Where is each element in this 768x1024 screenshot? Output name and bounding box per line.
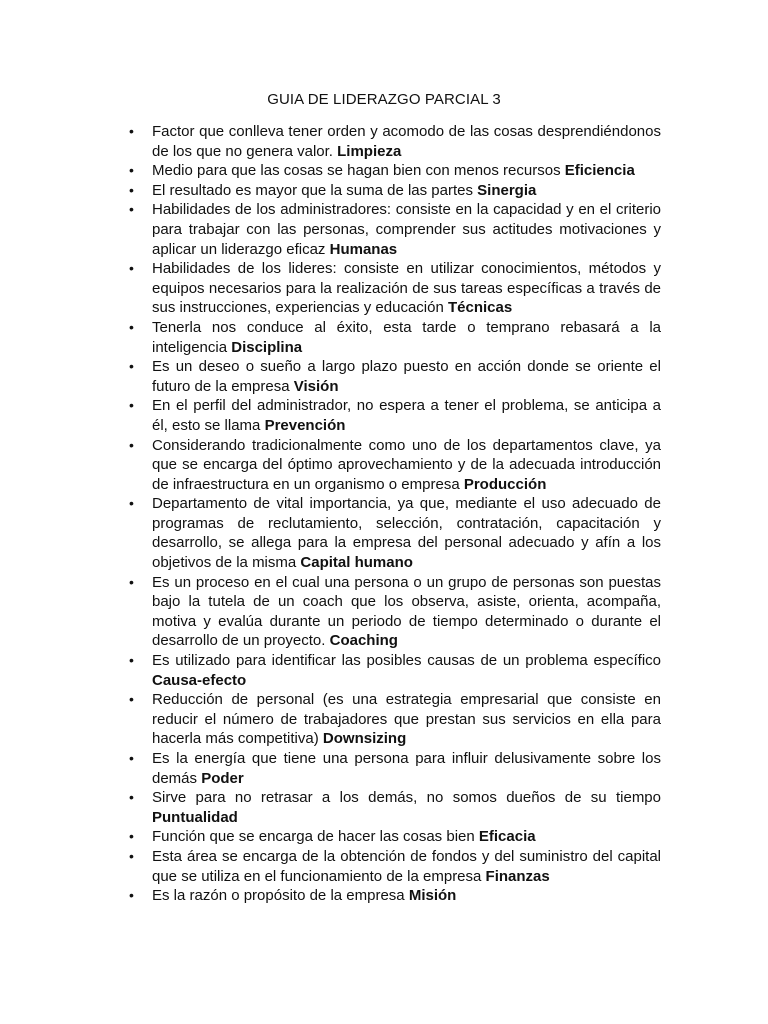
item-answer: Finanzas bbox=[485, 867, 550, 885]
item-answer: Visión bbox=[293, 377, 339, 395]
item-text: Es un deseo o sueño a largo plazo puesto en acción donde se oriente el futuro de la empresa bbox=[152, 358, 661, 395]
bullet-icon: • bbox=[129, 828, 134, 845]
item-text: Es la razón o propósito de la empresa bbox=[152, 887, 405, 905]
item-text: Esta área se encarga de la obtención de fondos y del suministro del capital que se utiliza en el funcionamiento de la empresa bbox=[152, 847, 661, 885]
bullet-icon: • bbox=[129, 789, 134, 806]
bullet-icon: • bbox=[129, 260, 134, 277]
bullet-icon: • bbox=[129, 573, 134, 590]
list-item bbox=[125, 886, 661, 906]
item-answer: Eficacia bbox=[478, 828, 536, 846]
list-item bbox=[125, 827, 661, 847]
list-item bbox=[125, 396, 661, 435]
list-item bbox=[125, 749, 661, 788]
item-answer: Misión bbox=[408, 887, 457, 905]
item-answer: Humanas bbox=[329, 240, 398, 258]
item-text: Es un proceso en el cual una persona o un grupo de personas son puestas bajo la tutela de un coach que los observa, asiste, orienta, acompaña, motiva y evalúa durante un periodo de tiempo determinado o durante el desarrollo de un proyecto. bbox=[152, 573, 661, 650]
item-text: Tenerla nos conduce al éxito, esta tarde o temprano rebasará a la inteligencia bbox=[152, 318, 661, 356]
item-text: En el perfil del administrador, no espera a tener el problema, se anticipa a él, esto se llama bbox=[152, 397, 661, 434]
bullet-icon: • bbox=[129, 123, 134, 139]
item-text: Departamento de vital importancia, ya que, mediante el uso adecuado de programas de reclutamiento, selección, contratación, capacitación y desarrollo, se allega para la empresa del personal adecuado y afín a los objetivos de la misma bbox=[152, 495, 661, 572]
item-text: El resultado es mayor que la suma de las partes bbox=[152, 181, 473, 199]
item-answer: Prevención bbox=[264, 416, 346, 434]
item-text: Factor que conlleva tener orden y acomodo de las cosas desprendiéndonos de los que no genera valor. bbox=[152, 123, 661, 160]
list-item bbox=[125, 318, 661, 357]
item-answer: Puntualidad bbox=[152, 808, 238, 826]
bullet-icon: • bbox=[129, 436, 134, 453]
item-answer: Eficiencia bbox=[564, 162, 635, 180]
bullet-icon: • bbox=[129, 162, 134, 179]
bullet-icon: • bbox=[129, 358, 134, 375]
item-text: Reducción de personal (es una estrategia empresarial que consiste en reducir el número de trabajadores que prestan sus servicios en ella para hacerla más competitiva) bbox=[152, 691, 661, 748]
bullet-icon: • bbox=[129, 652, 134, 669]
bullet-icon: • bbox=[129, 887, 134, 904]
item-answer: Capital humano bbox=[300, 554, 413, 572]
list-item bbox=[125, 847, 661, 886]
list-item bbox=[125, 259, 661, 318]
bullet-icon: • bbox=[129, 397, 134, 414]
list-item bbox=[125, 181, 661, 201]
list-item bbox=[125, 788, 661, 827]
item-text: Medio para que las cosas se hagan bien con menos recursos bbox=[152, 162, 561, 180]
bullet-icon: • bbox=[129, 495, 134, 512]
item-answer: Causa-efecto bbox=[152, 671, 247, 689]
item-text: Es utilizado para identificar las posibles causas de un problema específico bbox=[152, 652, 661, 670]
item-answer: Coaching bbox=[329, 632, 398, 650]
list-item bbox=[125, 161, 661, 181]
item-text: Considerando tradicionalmente como uno de los departamentos clave, ya que se encarga del óptimo aprovechamiento y de la adecuada introducción de infraestructura en un organismo o empresa bbox=[152, 436, 661, 493]
item-text: Es la energía que tiene una persona para influir delusivamente sobre los demás bbox=[152, 750, 661, 787]
list-item bbox=[125, 200, 661, 259]
item-answer: Producción bbox=[463, 475, 547, 493]
item-answer: Poder bbox=[201, 769, 244, 787]
page-title: GUIA DE LIDERAZGO PARCIAL 3 bbox=[267, 91, 501, 108]
item-answer: Downsizing bbox=[322, 730, 407, 748]
list-item bbox=[125, 494, 661, 572]
guide-list bbox=[125, 122, 661, 906]
list-item bbox=[125, 436, 661, 495]
list-item bbox=[125, 122, 661, 161]
bullet-icon: • bbox=[129, 691, 134, 708]
list-item bbox=[125, 651, 661, 690]
bullet-icon: • bbox=[129, 181, 134, 198]
item-answer: Limpieza bbox=[337, 142, 402, 160]
item-text: Habilidades de los lideres: consiste en utilizar conocimientos, métodos y equipos necesarios para la realización de sus tareas específicas a través de sus instrucciones, experiencias y educación bbox=[152, 260, 661, 317]
list-item bbox=[125, 573, 661, 651]
item-text: Habilidades de los administradores: consiste en la capacidad y en el criterio para trabajar con las personas, comprender sus actitudes motivaciones y aplicar un liderazgo eficaz bbox=[152, 201, 661, 258]
list-item bbox=[125, 357, 661, 396]
bullet-icon: • bbox=[129, 847, 134, 864]
item-text: Sirve para no retrasar a los demás, no somos dueños de su tiempo bbox=[152, 789, 661, 807]
list-item bbox=[125, 690, 661, 749]
bullet-icon: • bbox=[129, 318, 134, 335]
bullet-icon: • bbox=[129, 201, 134, 218]
item-answer: Técnicas bbox=[448, 299, 513, 317]
item-answer: Sinergia bbox=[477, 181, 537, 199]
item-text: Función que se encarga de hacer las cosas bien bbox=[152, 828, 475, 846]
item-answer: Disciplina bbox=[231, 338, 303, 356]
bullet-icon: • bbox=[129, 750, 134, 766]
